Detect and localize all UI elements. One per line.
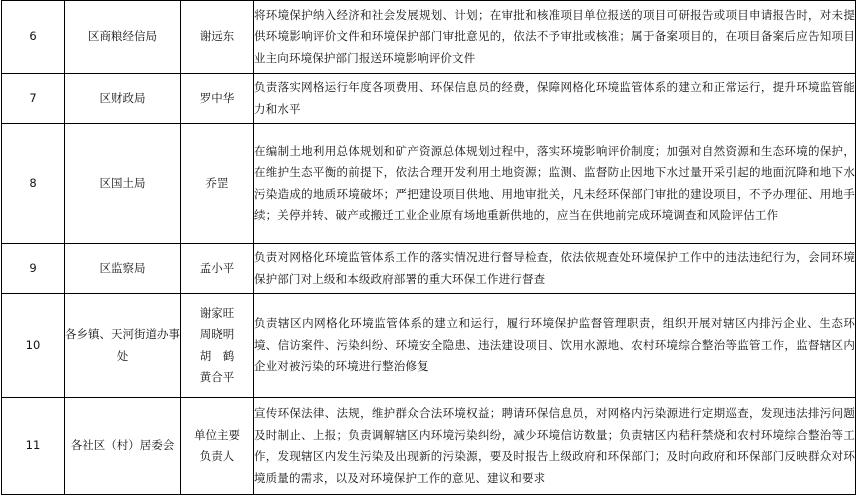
person-name: 负责人 bbox=[199, 449, 235, 463]
person-name: 孟小平 bbox=[199, 260, 235, 275]
responsible-person bbox=[181, 74, 254, 124]
unit-name: 区财政局 bbox=[65, 74, 181, 124]
unit-name: 区国土局 bbox=[65, 124, 181, 244]
table-row bbox=[2, 1, 856, 74]
person-name: 谢家旺 bbox=[199, 305, 235, 320]
unit-name: 区监察局 bbox=[65, 244, 181, 294]
row-number: 8 bbox=[2, 124, 65, 244]
person-name: 周晓明 bbox=[199, 327, 235, 341]
responsible-person bbox=[181, 244, 254, 294]
responsible-person bbox=[181, 124, 254, 244]
table-row bbox=[2, 74, 856, 124]
person-name: 单位主要 bbox=[194, 427, 240, 442]
duty-text: 负责辖区内网格化环境监管体系的建立和运行，履行环境保护监督管理职责，组织开展对辖区内排污企业、生态环境、信访案件、污染纠纷、环境安全隐患、违法建设项目、饮用水源地、农村环境综合整治等监管工作，监督辖区内企业对被污染的环境进行整治修复 bbox=[254, 294, 856, 398]
person-name: 罗中华 bbox=[199, 90, 235, 105]
row-number: 11 bbox=[2, 398, 65, 495]
responsible-person bbox=[181, 294, 254, 398]
duty-text: 负责对网格化环境监管体系工作的落实情况进行督导检查，依法依规查处环境保护工作中的违法违纪行为，会同环境保护部门对上级和本级政府部署的重大环保工作进行督查 bbox=[254, 244, 856, 294]
table-row bbox=[2, 294, 856, 398]
table-row bbox=[2, 244, 856, 294]
duty-text: 在编制土地利用总体规划和矿产资源总体规划过程中，落实环境影响评价制度；加强对自然资源和生态环境的保护，在维护生态平衡的前提下，依法合理开发利用土地资源；监测、监督防止因地下水过量开采引起的地面沉降和地下水污染造成的地质环境破坏；严把建设项目供地、用地审批关，凡未经环保部门审批的建设项目，不予办理征、用地手续；关停并转、破产或搬迁工业企业原有场地重新供地的，应当在供地前完成环境调查和风险评估工作 bbox=[254, 124, 856, 244]
person-name: 乔罡 bbox=[205, 175, 229, 190]
person-name: 胡 鹤 bbox=[199, 348, 235, 363]
row-number: 10 bbox=[2, 294, 65, 398]
duty-text: 宣传环保法律、法规，维护群众合法环境权益；聘请环保信息员，对网格内污染源进行定期巡查，发现违法排污问题及时制止、上报；负责调解辖区内环境污染纠纷，减少环境信访数量；负责辖区内秸秆禁烧和农村环境综合整治等工作，发现辖区内发生污染及出现新的污染源，要及时报告上级政府和环保部门；及时向政府和环保部门反映群众对环境质量的需求，以及对环境保护工作的意见、建议和要求 bbox=[254, 398, 856, 495]
unit-name: 各乡镇、天河街道办事处 bbox=[65, 294, 181, 398]
responsibility-table bbox=[1, 0, 856, 495]
row-number: 6 bbox=[2, 1, 65, 74]
row-number: 7 bbox=[2, 74, 65, 124]
table-row bbox=[2, 398, 856, 495]
duty-text: 将环境保护纳入经济和社会发展规划、计划；在审批和核准项目单位报送的项目可研报告或项目申请报告时，对未提供环境影响评价文件和环境保护部门审批意见的，依法不予审批或核准；属于备案项目的，在项目备案后应告知项目业主向环境保护部门报送环境影响评价文件 bbox=[254, 1, 856, 74]
duty-text: 负责落实网格运行年度各项费用、环保信息员的经费，保障网格化环境监管体系的建立和正常运行，提升环境监管能力和水平 bbox=[254, 74, 856, 124]
person-name: 谢远东 bbox=[199, 29, 235, 44]
responsible-person bbox=[181, 398, 254, 495]
table-row bbox=[2, 124, 856, 244]
row-number: 9 bbox=[2, 244, 65, 294]
person-name: 黄合平 bbox=[199, 370, 235, 384]
unit-name: 区商粮经信局 bbox=[65, 1, 181, 74]
unit-name: 各社区（村）居委会 bbox=[65, 398, 181, 495]
responsible-person bbox=[181, 1, 254, 74]
